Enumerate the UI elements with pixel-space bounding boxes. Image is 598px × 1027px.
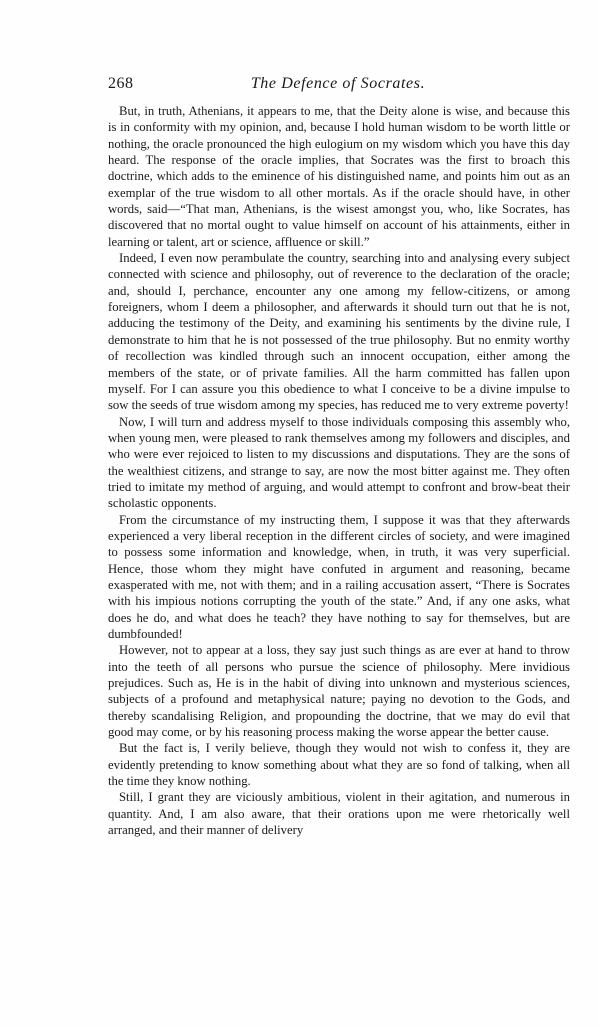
page-number: 268: [108, 75, 134, 92]
body-text: [108, 103, 570, 838]
paragraph: Now, I will turn and address myself to those individuals composing this assembly who, when young men, were pleased to rank themselves among my followers and disciples, and who were ever rejoiced to listen to my discussions and disputations. They are the sons of the wealthiest citizens, and strange to say, are now the most bitter against me. They often tried to imitate my method of arguing, and would attempt to confront and brow-beat their scholastic opponents.: [108, 414, 570, 511]
paragraph: But the fact is, I verily believe, though they would not wish to confess it, they are evidently pretending to know something about what they are so fond of talking, when all the time they know nothing.: [108, 741, 570, 789]
paragraph: Still, I grant they are viciously ambitious, violent in their agitation, and numerous in quantity. And, I am also aware, that their orations upon me were rhetorically well arranged, and their manner of delivery: [108, 790, 570, 838]
paragraph: But, in truth, Athenians, it appears to me, that the Deity alone is wise, and because this is in conformity with my opinion, and, because I hold human wisdom to be worth little or nothing, the oracle pronounced the high eulogium on my wisdom which you have this day heard. The response of the oracle implies, that Socrates was the first to broach this doctrine, which adds to the eminence of his distinguished name, and points him out as an exemplar of the true wisdom to all other mortals. As if the oracle should have, in other words, said—“That man, Athenians, is the wisest amongst you, who, like Socrates, has discovered that no mortal ought to value himself on account of his attainments, either in learning or talent, art or science, affluence or skill.”: [108, 104, 570, 249]
paragraph: From the circumstance of my instructing them, I suppose it was that they afterwards experienced a very liberal reception in the different circles of society, and were imagined to possess some information and knowledge, when, in truth, it was very superficial. Hence, those whom they might have confuted in argument and reasoning, became exasperated with me, not with them; and in a railing accusation assert, “There is Socrates with his impious notions corrupting the youth of the state.” And, if any one asks, what does he do, and what does he teach? they have nothing to say for themselves, but are dumbfounded!: [108, 512, 570, 641]
paragraph: Indeed, I even now perambulate the country, searching into and analysing every subject connected with science and philosophy, out of reverence to the declaration of the oracle; and, should I, perchance, encounter any one among my fellow-citizens, or among foreigners, whom I deem a philosopher, and afterwards it should turn out that he is not, adducing the testimony of the Deity, and examining his sentiments by the divine rule, I demonstrate to him that he is not possessed of the true philosophy. But no enmity worthy of recollection was kindled through such an innocent occupation, either among the members of the state, or of private families. All the harm committed has fallen upon myself. For I can assure you this obedience to what I conceive to be a divine impulse to sow the seeds of true wisdom among my species, has reduced me to very extreme poverty!: [108, 251, 570, 413]
page-header: [108, 73, 568, 95]
running-title: The Defence of Socrates.: [250, 75, 426, 92]
paragraph: However, not to appear at a loss, they say just such things as are ever at hand to throw into the teeth of all persons who pursue the science of philosophy. Mere invidious prejudices. Such as, He is in the habit of diving into unknown and mysterious sciences, subjects of a profound and metaphysical nature; paying no devotion to the Gods, and thereby scandalising Religion, and propounding the doctrine, that we may do evil that good may come, or by his reasoning process making the worse appear the better cause.: [108, 643, 570, 740]
